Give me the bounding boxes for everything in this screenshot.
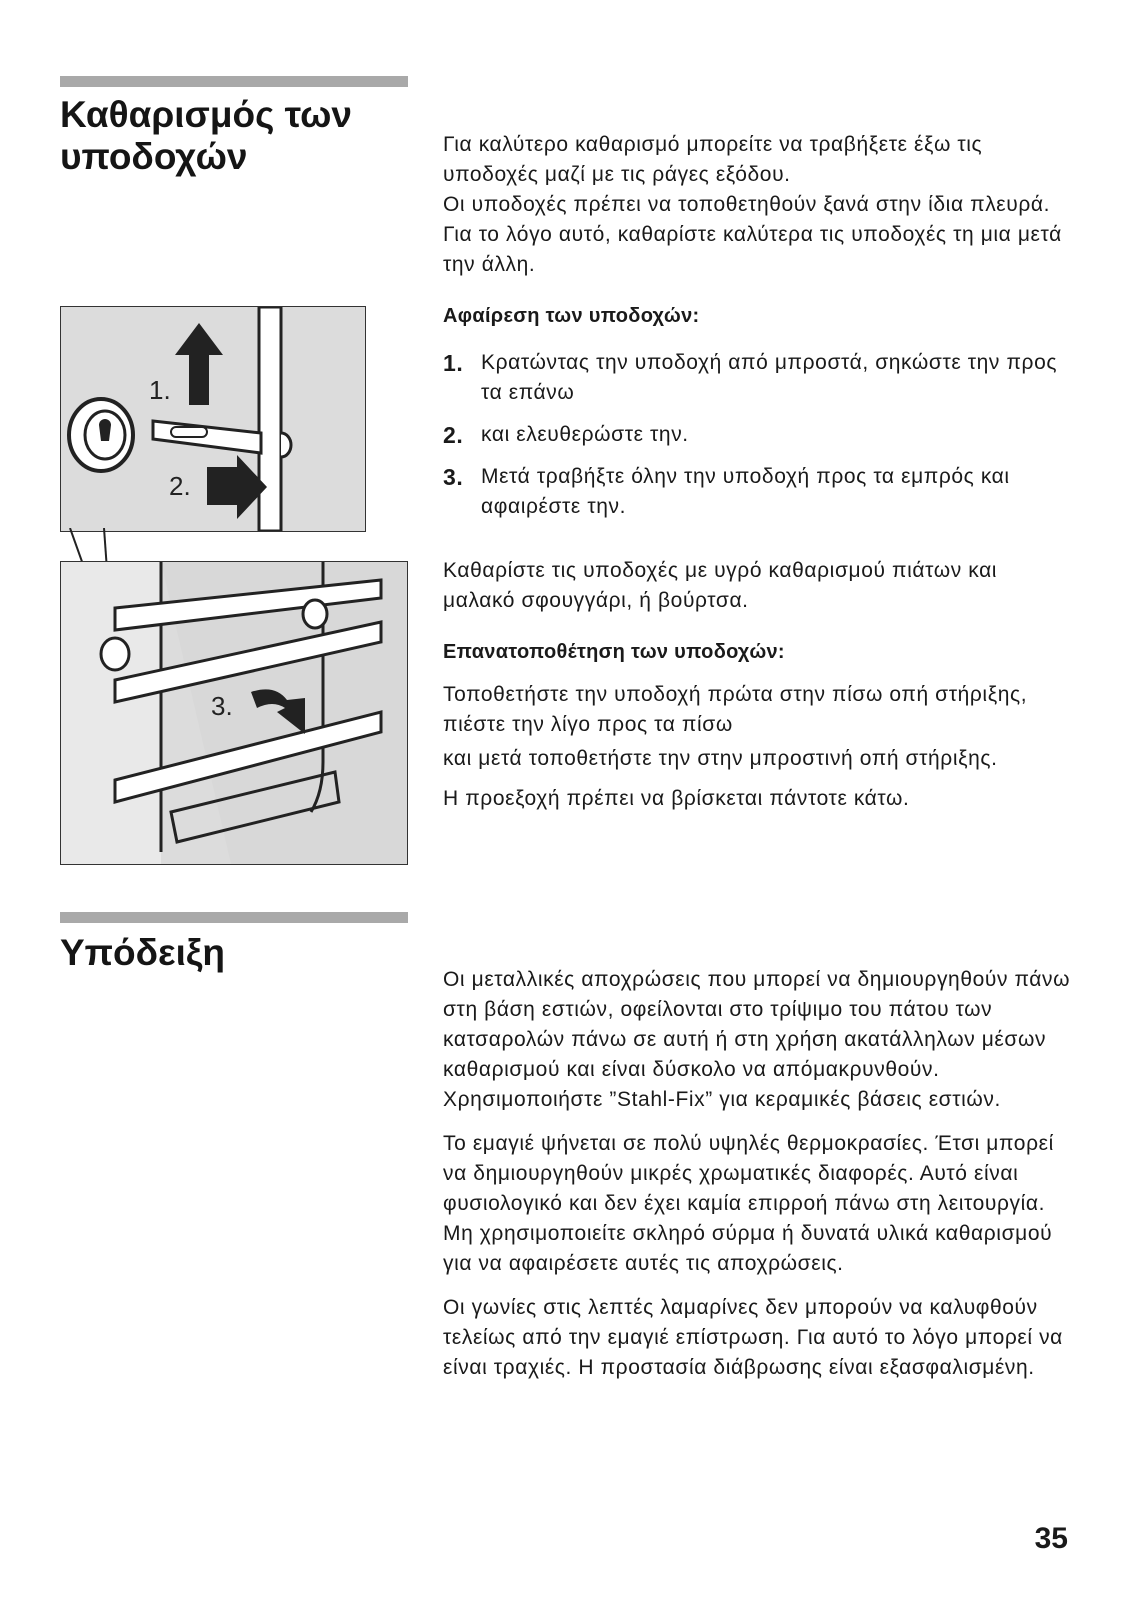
intro-paragraph-2: Οι υποδοχές πρέπει να τοποθετηθούν ξανά στην ίδια πλευρά. Για το λόγο αυτό, καθαρίστε καλύτερα τις υποδοχές τη μια μετά την άλλη. [443, 193, 1062, 276]
section-rule-top [60, 76, 408, 87]
removal-heading: Αφαίρεση των υποδοχών: [443, 305, 700, 327]
note-paragraph-3: Οι γωνίες στις λεπτές λαμαρίνες δεν μπορούν να καλυφθούν τελείως από την εμαγιέ επίστρωση. Για αυτό το λόγο μπορεί να είναι τραχιές. Η προστασία διάβρωσης είναι εξασφαλισμένη. [443, 1296, 1063, 1379]
figure-label-3: 3. [211, 691, 233, 721]
title-line-2: υποδοχών [60, 136, 248, 177]
section-title-note: Υπόδειξη [60, 932, 225, 973]
figure-rack [60, 561, 408, 865]
section2-text [443, 965, 1073, 1383]
step-text: και ελευθερώστε την. [481, 423, 689, 446]
note-paragraph-1: Οι μεταλλικές αποχρώσεις που μπορεί να δημιουργηθούν πάνω στη βάση εστιών, οφείλονται στο τρίψιμο του πάτου των κατσαρολών πάνω σε αυτή ή στη χρήση ακατάλληλων μέσων καθαρισμού και είναι δύσκολο να απόμακρυνθούν. Χρησιμοποιήστε ”Stahl-Fix” για κεραμικές βάσεις εστιών. [443, 968, 1071, 1111]
title-line-1: Καθαρισμός των [60, 94, 352, 135]
rack-illustration [61, 562, 407, 864]
figure-label-2: 2. [169, 471, 191, 501]
step-3 [443, 462, 1073, 522]
intro-paragraph-1: Για καλύτερο καθαρισμό μπορείτε να τραβήξετε έξω τις υποδοχές μαζί με τις ράγες εξόδου. [443, 133, 983, 186]
refit-text-3: Η προεξοχή πρέπει να βρίσκεται πάντοτε κάτω. [443, 787, 910, 810]
step-1 [443, 348, 1073, 408]
section1-text [443, 130, 1073, 814]
figure-detail [60, 306, 366, 532]
section-rule-bottom [60, 912, 408, 923]
section-title-cleaning [60, 94, 352, 178]
figure-label-1: 1. [149, 375, 171, 405]
page-number: 35 [1034, 1522, 1068, 1555]
note-paragraph-2: Το εμαγιέ ψήνεται σε πολύ υψηλές θερμοκρασίες. Έτσι μπορεί να δημιουργηθούν μικρές χρωματικές διαφορές. Αυτό είναι φυσιολογικό και δεν έχει καμία επιρροή πάνω στη λειτουργία. Μη χρησιμοποιείτε σκληρό σύρμα ή δυνατά υλικά καθαρισμού για να αφαιρέσετε αυτές τις αποχρώσεις. [443, 1132, 1054, 1275]
refit-heading: Επανατοποθέτηση των υποδοχών: [443, 641, 785, 663]
step-2 [443, 420, 1073, 450]
step-text: Κρατώντας την υποδοχή από μπροστά, σηκώστε την προς τα επάνω [481, 351, 1058, 404]
detail-illustration [61, 307, 365, 531]
arrow-up-icon [175, 323, 223, 405]
step-number: 3. [443, 464, 464, 490]
step-number: 1. [443, 350, 464, 376]
refit-text-1: Τοποθετήστε την υποδοχή πρώτα στην πίσω οπή στήριξης, πιέστε την λίγο προς τα πίσω [443, 683, 1028, 736]
step-number: 2. [443, 422, 464, 448]
cleaning-text: Καθαρίστε τις υποδοχές με υγρό καθαρισμού πιάτων και μαλακό σφουγγάρι, ή βούρτσα. [443, 559, 998, 612]
refit-text-2: και μετά τοποθετήστε την στην μπροστινή οπή στήριξης. [443, 747, 998, 770]
step-text: Μετά τραβήξτε όλην την υποδοχή προς τα εμπρός και αφαιρέστε την. [481, 465, 1010, 518]
